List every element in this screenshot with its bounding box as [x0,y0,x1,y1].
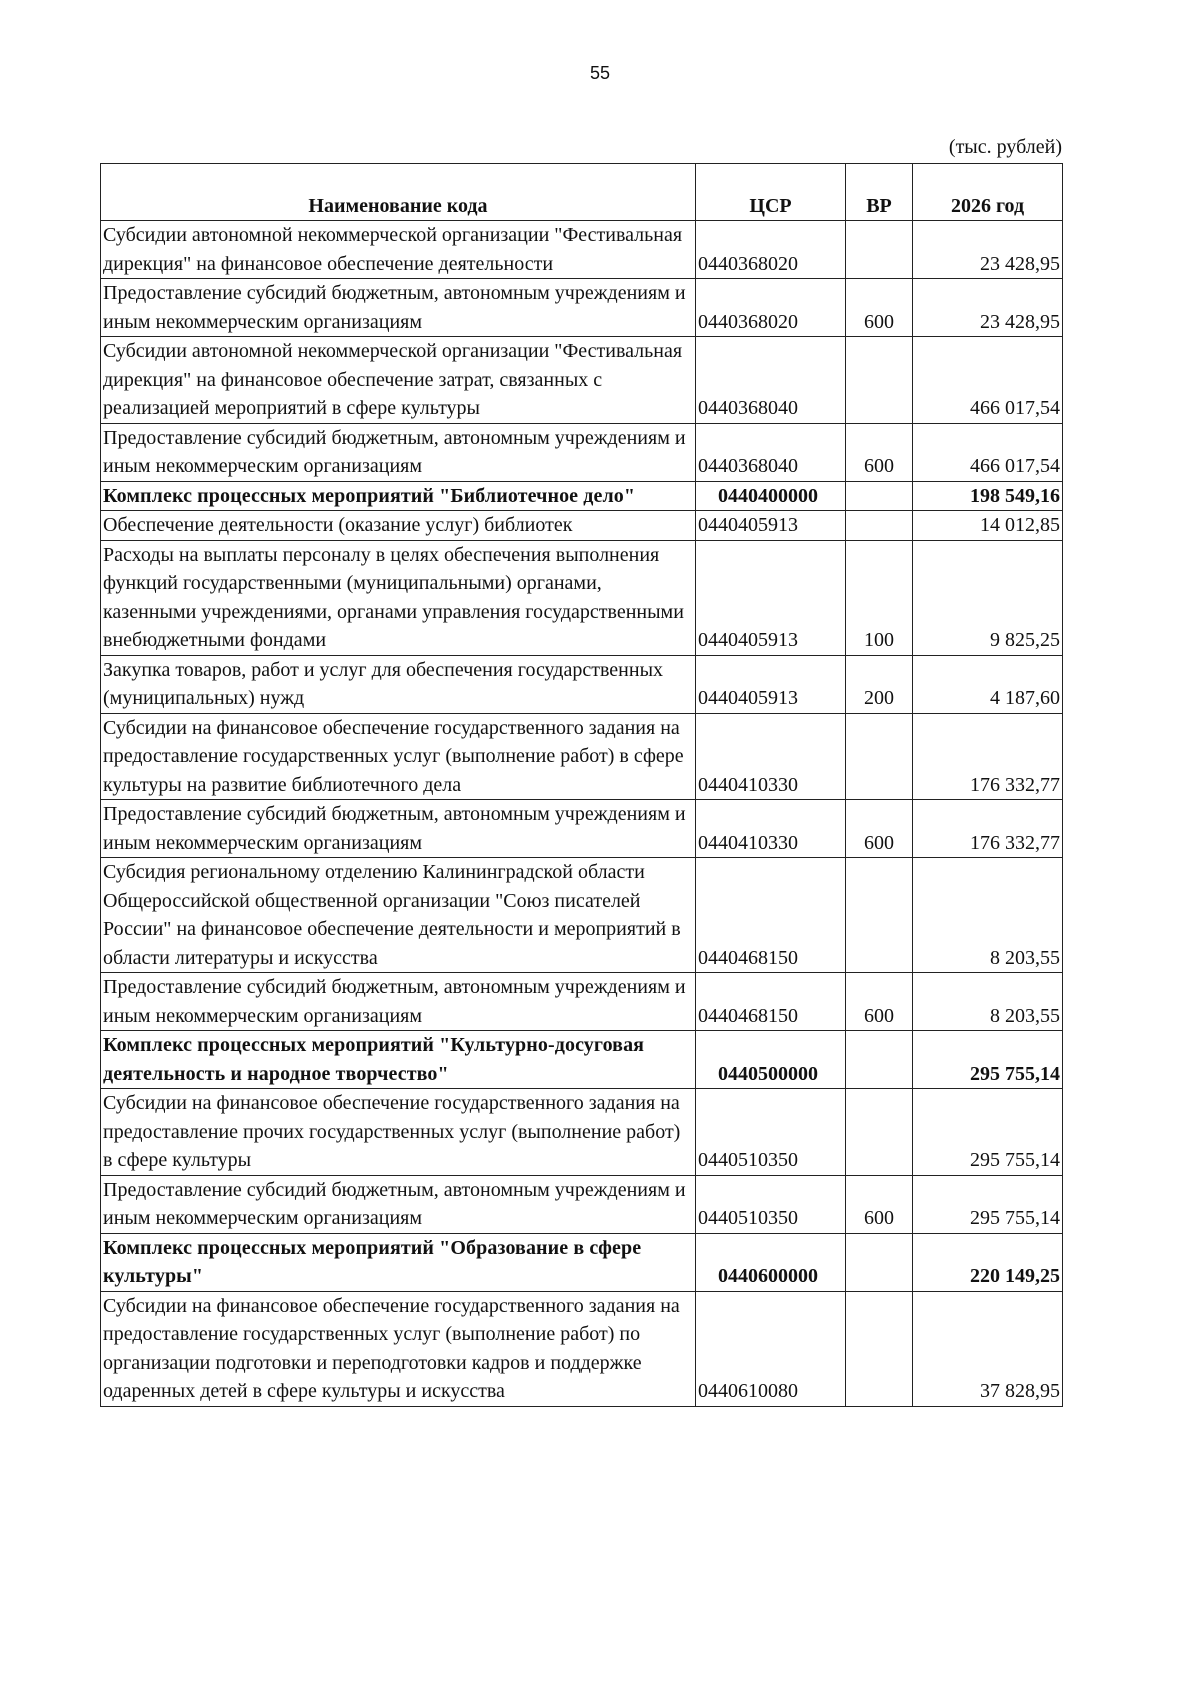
row-csr-cell: 0440468150 [696,973,846,1031]
table-row [101,279,1063,337]
table-row [101,540,1063,655]
row-vr-cell: 600 [846,800,913,858]
row-name-cell: Предоставление субсидий бюджетным, автономным учреждениям и иным некоммерческим организациям [101,973,696,1031]
row-vr-cell [846,511,913,541]
row-name-cell: Комплекс процессных мероприятий "Культурно-досуговая деятельность и народное творчество" [101,1031,696,1089]
row-csr-cell: 0440600000 [696,1233,846,1291]
row-csr-cell: 0440368040 [696,423,846,481]
table-row [101,973,1063,1031]
row-name-cell: Субсидии на финансовое обеспечение государственного задания на предоставление прочих государственных услуг (выполнение работ) в сфере культуры [101,1089,696,1176]
row-vr-cell: 600 [846,423,913,481]
row-vr-cell [846,1233,913,1291]
row-name-cell: Субсидия региональному отделению Калининградской области Общероссийской общественной организации "Союз писателей России" на финансовое обеспечение деятельности и мероприятий в области литературы и искусства [101,858,696,973]
row-value-cell: 9 825,25 [913,540,1063,655]
row-csr-cell: 0440405913 [696,540,846,655]
row-vr-cell [846,1031,913,1089]
table-row [101,481,1063,511]
row-vr-cell [846,713,913,800]
row-name-cell: Субсидии на финансовое обеспечение государственного задания на предоставление государственных услуг (выполнение работ) в сфере культуры на развитие библиотечного дела [101,713,696,800]
row-csr-cell: 0440400000 [696,481,846,511]
row-value-cell: 8 203,55 [913,858,1063,973]
row-value-cell: 466 017,54 [913,337,1063,424]
table-row [101,1175,1063,1233]
units-label: (тыс. рублей) [948,136,1062,158]
row-csr-cell: 0440468150 [696,858,846,973]
row-vr-cell: 100 [846,540,913,655]
row-vr-cell: 600 [846,279,913,337]
row-name-cell: Закупка товаров, работ и услуг для обеспечения государственных (муниципальных) нужд [101,655,696,713]
row-value-cell: 14 012,85 [913,511,1063,541]
table-row [101,800,1063,858]
row-name-cell: Предоставление субсидий бюджетным, автономным учреждениям и иным некоммерческим организациям [101,1175,696,1233]
row-csr-cell: 0440405913 [696,511,846,541]
table-header-row [101,164,1063,221]
header-name: Наименование кода [101,164,696,221]
row-vr-cell: 600 [846,1175,913,1233]
row-name-cell: Субсидии автономной некоммерческой организации "Фестивальная дирекция" на финансовое обеспечение деятельности [101,221,696,279]
row-value-cell: 37 828,95 [913,1291,1063,1406]
row-name-cell: Обеспечение деятельности (оказание услуг) библиотек [101,511,696,541]
row-value-cell: 295 755,14 [913,1089,1063,1176]
table-row [101,423,1063,481]
table-row [101,1291,1063,1406]
table-row [101,1089,1063,1176]
row-csr-cell: 0440510350 [696,1175,846,1233]
row-csr-cell: 0440410330 [696,713,846,800]
row-vr-cell [846,481,913,511]
row-value-cell: 4 187,60 [913,655,1063,713]
header-vr: ВР [846,164,913,221]
row-vr-cell [846,858,913,973]
row-csr-cell: 0440368040 [696,337,846,424]
page-number: 55 [589,63,611,83]
row-value-cell: 176 332,77 [913,800,1063,858]
row-value-cell: 8 203,55 [913,973,1063,1031]
row-value-cell: 295 755,14 [913,1175,1063,1233]
row-csr-cell: 0440510350 [696,1089,846,1176]
row-value-cell: 295 755,14 [913,1031,1063,1089]
row-value-cell: 176 332,77 [913,713,1063,800]
table-row [101,337,1063,424]
row-csr-cell: 0440405913 [696,655,846,713]
header-csr: ЦСР [696,164,846,221]
row-value-cell: 23 428,95 [913,221,1063,279]
row-name-cell: Комплекс процессных мероприятий "Образование в сфере культуры" [101,1233,696,1291]
budget-table [100,163,1063,1407]
row-vr-cell: 600 [846,973,913,1031]
row-value-cell: 198 549,16 [913,481,1063,511]
table-row [101,713,1063,800]
table-row [101,221,1063,279]
table-row [101,511,1063,541]
row-name-cell: Предоставление субсидий бюджетным, автономным учреждениям и иным некоммерческим организациям [101,800,696,858]
row-vr-cell: 200 [846,655,913,713]
row-name-cell: Предоставление субсидий бюджетным, автономным учреждениям и иным некоммерческим организациям [101,279,696,337]
row-csr-cell: 0440368020 [696,279,846,337]
row-name-cell: Расходы на выплаты персоналу в целях обеспечения выполнения функций государственными (муниципальными) органами, казенными учреждениями, органами управления государственными внебюджетными фондами [101,540,696,655]
row-value-cell: 220 149,25 [913,1233,1063,1291]
table-row [101,858,1063,973]
table-row [101,655,1063,713]
row-vr-cell [846,1089,913,1176]
row-csr-cell: 0440368020 [696,221,846,279]
row-value-cell: 466 017,54 [913,423,1063,481]
row-name-cell: Субсидии автономной некоммерческой организации "Фестивальная дирекция" на финансовое обеспечение затрат, связанных с реализацией мероприятий в сфере культуры [101,337,696,424]
row-vr-cell [846,1291,913,1406]
row-name-cell: Предоставление субсидий бюджетным, автономным учреждениям и иным некоммерческим организациям [101,423,696,481]
row-csr-cell: 0440500000 [696,1031,846,1089]
row-vr-cell [846,337,913,424]
row-name-cell: Комплекс процессных мероприятий "Библиотечное дело" [101,481,696,511]
row-value-cell: 23 428,95 [913,279,1063,337]
row-csr-cell: 0440410330 [696,800,846,858]
row-csr-cell: 0440610080 [696,1291,846,1406]
header-year: 2026 год [913,164,1063,221]
row-name-cell: Субсидии на финансовое обеспечение государственного задания на предоставление государственных услуг (выполнение работ) по организации подготовки и переподготовки кадров и поддержке одаренных детей в сфере культуры и искусства [101,1291,696,1406]
table-row [101,1031,1063,1089]
row-vr-cell [846,221,913,279]
table-row [101,1233,1063,1291]
